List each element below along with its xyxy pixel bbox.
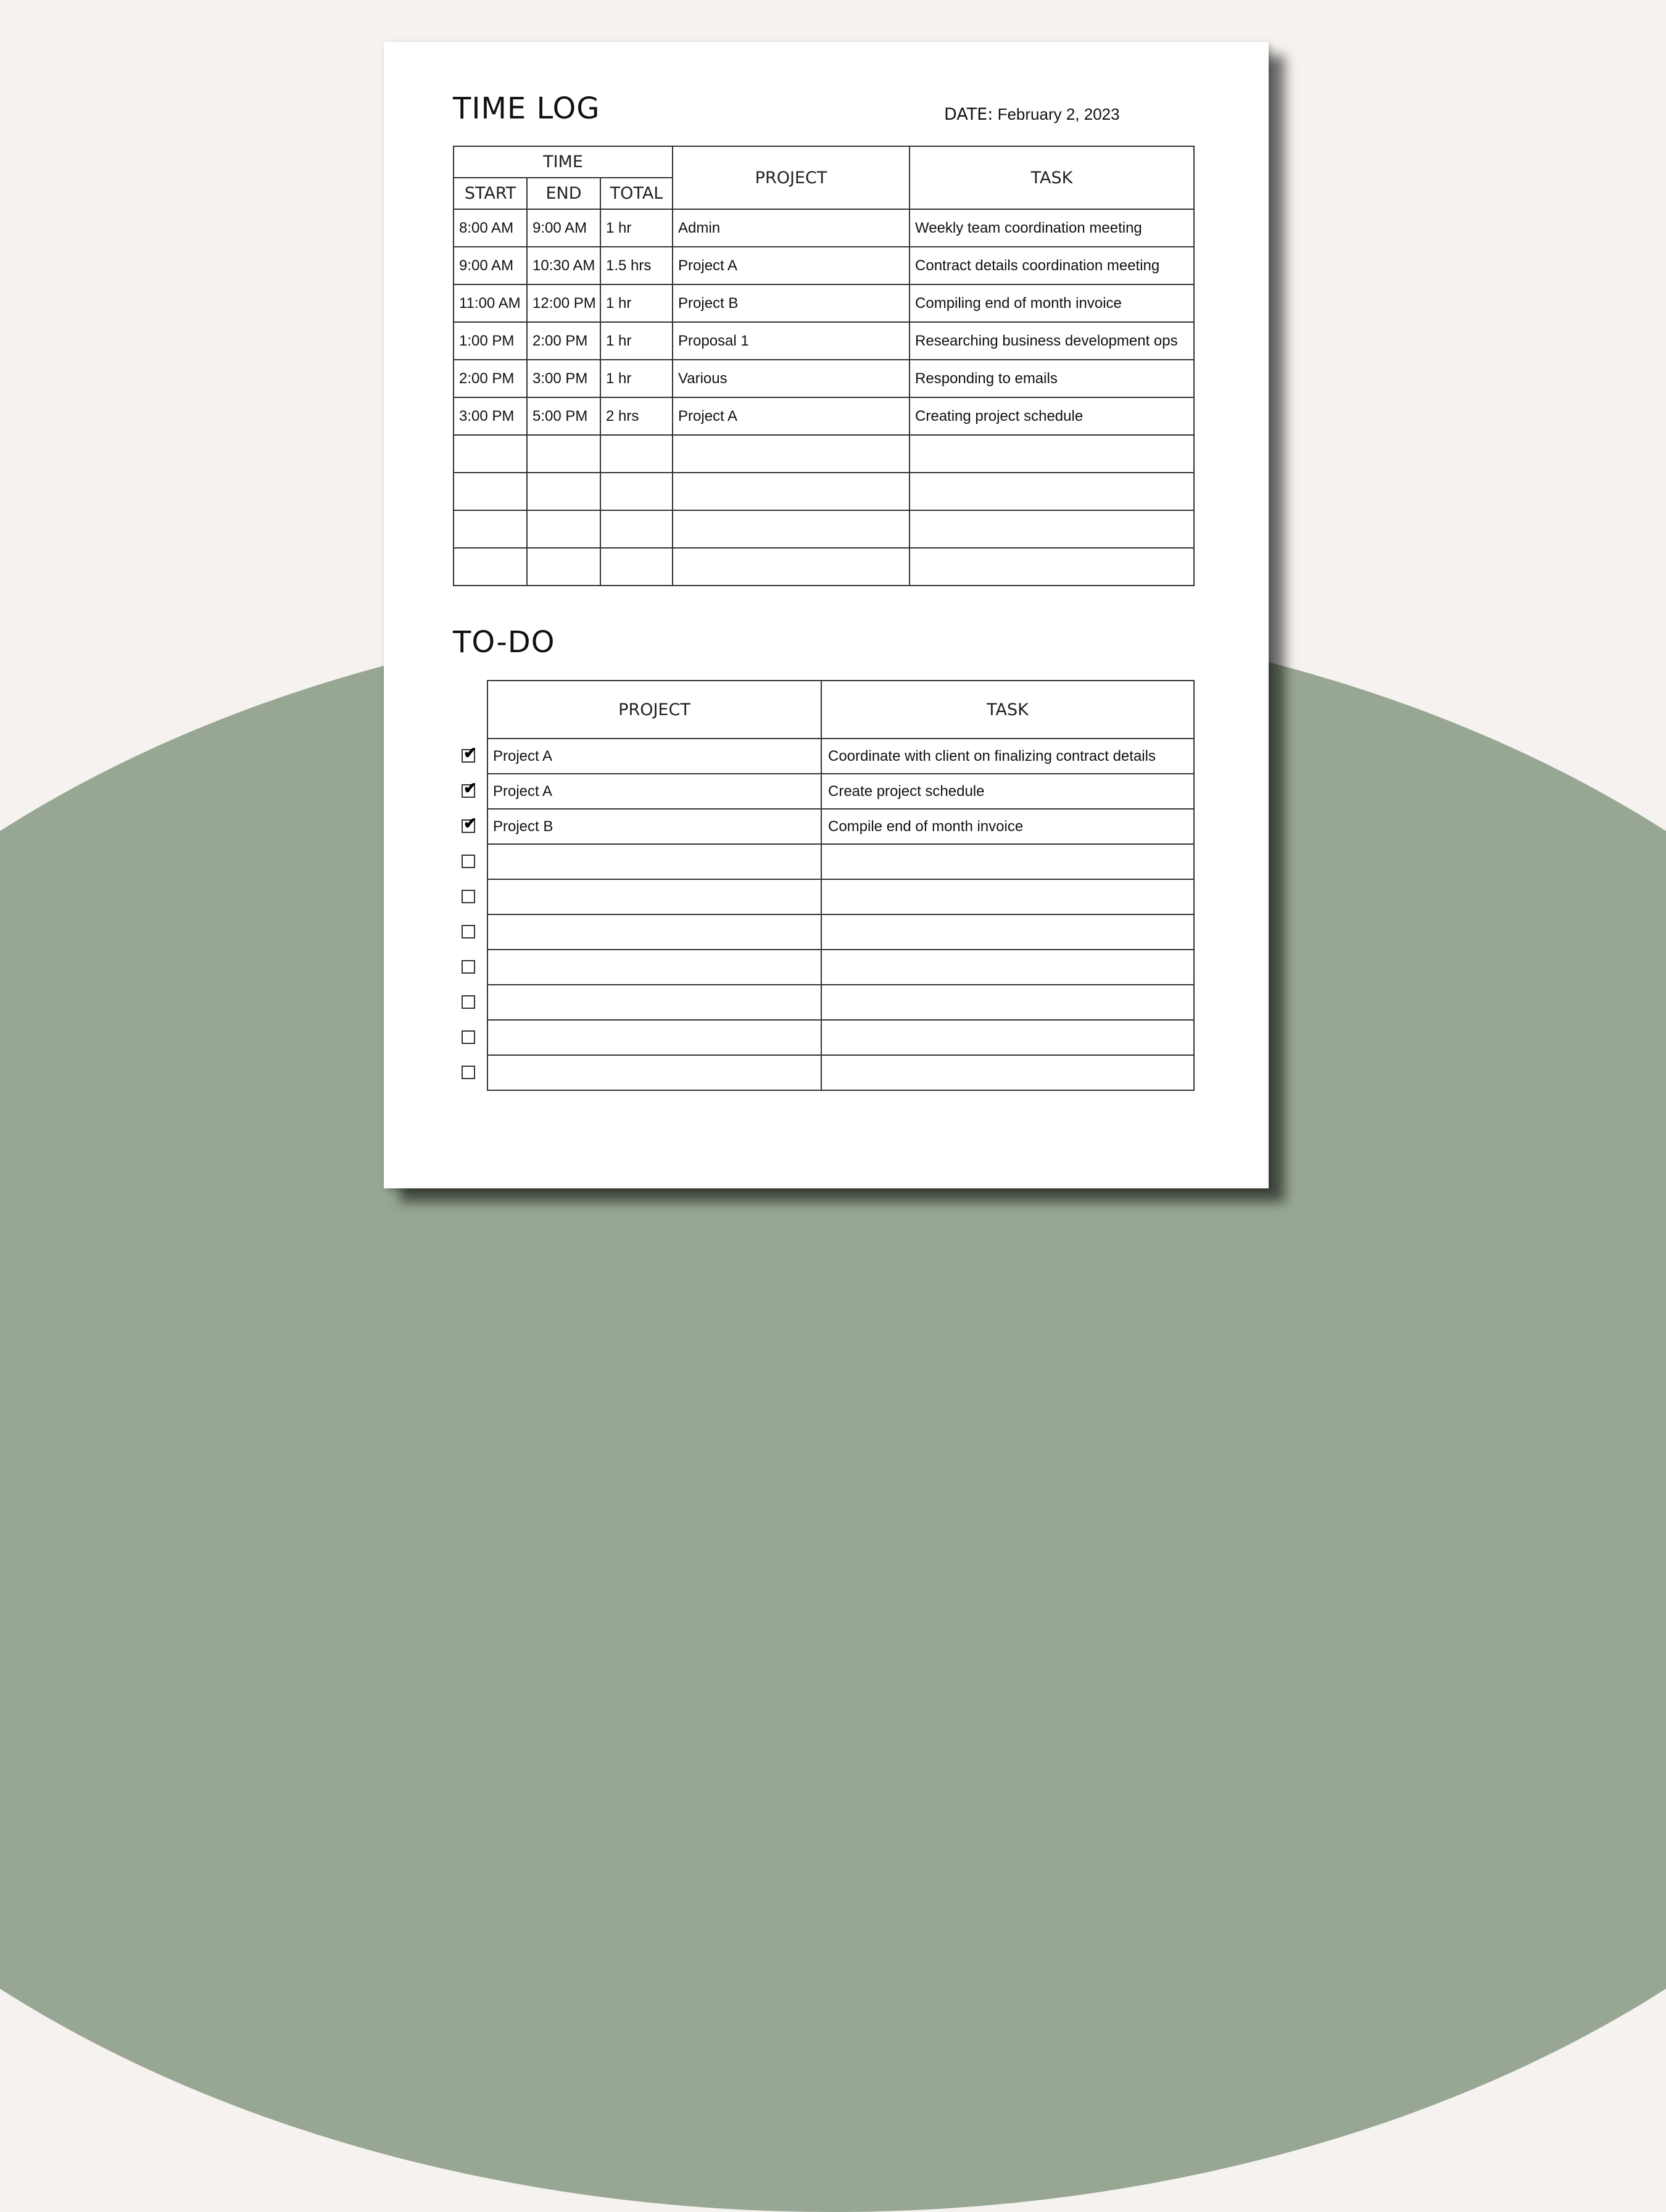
timelog-cell-project[interactable] [673,473,910,510]
todo-cell-project[interactable] [487,1020,821,1055]
timelog-row [454,510,1194,548]
checkbox-unchecked[interactable] [462,960,475,974]
todo-cell-task[interactable]: Coordinate with client on finalizing contract details [821,739,1194,774]
timelog-cell-start[interactable] [454,510,527,548]
timelog-row [454,209,1194,247]
timelog-cell-end[interactable]: 3:00 PM [527,360,600,397]
todo-cell-task[interactable] [821,1055,1194,1090]
todo-row [487,844,1194,879]
todo-row [487,1020,1194,1055]
timelog-cell-total[interactable]: 1 hr [600,284,673,322]
timelog-cell-total[interactable] [600,510,673,548]
timelog-cell-project[interactable] [673,435,910,473]
todo-cell-task[interactable] [821,879,1194,914]
todo-cell-task[interactable] [821,914,1194,950]
timelog-cell-task[interactable] [910,473,1194,510]
timelog-cell-start[interactable] [454,473,527,510]
todo-row [487,950,1194,985]
checkbox-unchecked[interactable] [462,995,475,1009]
timelog-cell-start[interactable] [454,435,527,473]
checkbox-checked[interactable] [462,778,477,798]
date-field [944,105,1120,124]
todo-cell-task[interactable]: Create project schedule [821,774,1194,809]
todo-row [487,879,1194,914]
timelog-row [454,473,1194,510]
date-label: DATE: [944,105,993,124]
todo-title: TO-DO [453,625,555,660]
checkbox-unchecked[interactable] [462,925,475,938]
timelog-cell-project[interactable]: Various [673,360,910,397]
timelog-cell-end[interactable]: 9:00 AM [527,209,600,247]
timelog-cell-project[interactable] [673,510,910,548]
timelog-cell-end[interactable]: 10:30 AM [527,247,600,284]
timelog-cell-end[interactable] [527,435,600,473]
timelog-row [454,322,1194,360]
timelog-cell-total[interactable] [600,548,673,586]
checkbox-unchecked[interactable] [462,1030,475,1044]
todo-row [487,914,1194,950]
timelog-cell-start[interactable]: 2:00 PM [454,360,527,397]
todo-row [487,985,1194,1020]
todo-cell-task[interactable] [821,950,1194,985]
todo-row [487,739,1194,774]
timelog-cell-task[interactable] [910,510,1194,548]
timelog-cell-total[interactable]: 2 hrs [600,397,673,435]
timelog-cell-start[interactable]: 11:00 AM [454,284,527,322]
header-start: START [454,178,527,209]
todo-cell-project[interactable] [487,914,821,950]
timelog-cell-start[interactable]: 9:00 AM [454,247,527,284]
todo-cell-project[interactable] [487,844,821,879]
timelog-title: TIME LOG [453,91,600,126]
todo-cell-project[interactable] [487,985,821,1020]
checkbox-unchecked[interactable] [462,855,475,868]
timelog-cell-total[interactable]: 1 hr [600,322,673,360]
todo-cell-project[interactable]: Project A [487,739,821,774]
header-total: TOTAL [600,178,673,209]
timelog-cell-total[interactable]: 1 hr [600,209,673,247]
timelog-row [454,247,1194,284]
header-end: END [527,178,600,209]
timelog-cell-end[interactable] [527,473,600,510]
todo-cell-task[interactable] [821,1020,1194,1055]
timelog-cell-total[interactable] [600,435,673,473]
timelog-cell-task[interactable]: Researching business development ops [910,322,1194,360]
timelog-cell-project[interactable]: Project B [673,284,910,322]
todo-cell-task[interactable]: Compile end of month invoice [821,809,1194,844]
timelog-table [453,146,1195,586]
header-project: PROJECT [673,146,910,209]
timelog-cell-task[interactable]: Responding to emails [910,360,1194,397]
timelog-cell-project[interactable]: Project A [673,247,910,284]
todo-table [487,680,1195,1091]
checkmark-icon: ✔ [463,778,477,797]
timelog-row [454,548,1194,586]
timelog-cell-start[interactable] [454,548,527,586]
checkbox-unchecked[interactable] [462,1066,475,1079]
timelog-cell-start[interactable]: 3:00 PM [454,397,527,435]
document-page [384,42,1269,1188]
todo-row [487,1055,1194,1090]
timelog-cell-task[interactable] [910,435,1194,473]
timelog-cell-start[interactable]: 1:00 PM [454,322,527,360]
checkbox-unchecked[interactable] [462,890,475,903]
todo-cell-task[interactable] [821,985,1194,1020]
header-time: TIME [454,146,673,178]
todo-cell-project[interactable] [487,1055,821,1090]
timelog-cell-project[interactable]: Admin [673,209,910,247]
timelog-cell-task[interactable] [910,548,1194,586]
checkmark-icon: ✔ [463,813,477,832]
timelog-cell-end[interactable] [527,510,600,548]
date-value: February 2, 2023 [997,105,1120,123]
timelog-cell-end[interactable]: 12:00 PM [527,284,600,322]
checkbox-checked[interactable] [462,743,477,763]
timelog-row [454,397,1194,435]
timelog-row [454,360,1194,397]
todo-cell-project[interactable]: Project A [487,774,821,809]
checkbox-checked[interactable] [462,813,477,833]
timelog-cell-end[interactable]: 2:00 PM [527,322,600,360]
timelog-cell-total[interactable]: 1.5 hrs [600,247,673,284]
timelog-cell-task[interactable]: Compiling end of month invoice [910,284,1194,322]
timelog-cell-project[interactable] [673,548,910,586]
todo-cell-project[interactable] [487,950,821,985]
todo-cell-project[interactable] [487,879,821,914]
todo-row [487,809,1194,844]
timelog-row [454,284,1194,322]
todo-header-task: TASK [821,681,1194,739]
timelog-cell-total[interactable]: 1 hr [600,360,673,397]
timelog-cell-task[interactable]: Weekly team coordination meeting [910,209,1194,247]
timelog-cell-project[interactable]: Proposal 1 [673,322,910,360]
timelog-cell-end[interactable] [527,548,600,586]
header-task: TASK [910,146,1194,209]
timelog-cell-end[interactable]: 5:00 PM [527,397,600,435]
checkmark-icon: ✔ [463,743,477,762]
timelog-cell-task[interactable]: Contract details coordination meeting [910,247,1194,284]
todo-row [487,774,1194,809]
timelog-cell-task[interactable]: Creating project schedule [910,397,1194,435]
timelog-row [454,435,1194,473]
timelog-cell-project[interactable]: Project A [673,397,910,435]
timelog-cell-start[interactable]: 8:00 AM [454,209,527,247]
todo-cell-task[interactable] [821,844,1194,879]
todo-header-project: PROJECT [487,681,821,739]
todo-cell-project[interactable]: Project B [487,809,821,844]
timelog-cell-total[interactable] [600,473,673,510]
